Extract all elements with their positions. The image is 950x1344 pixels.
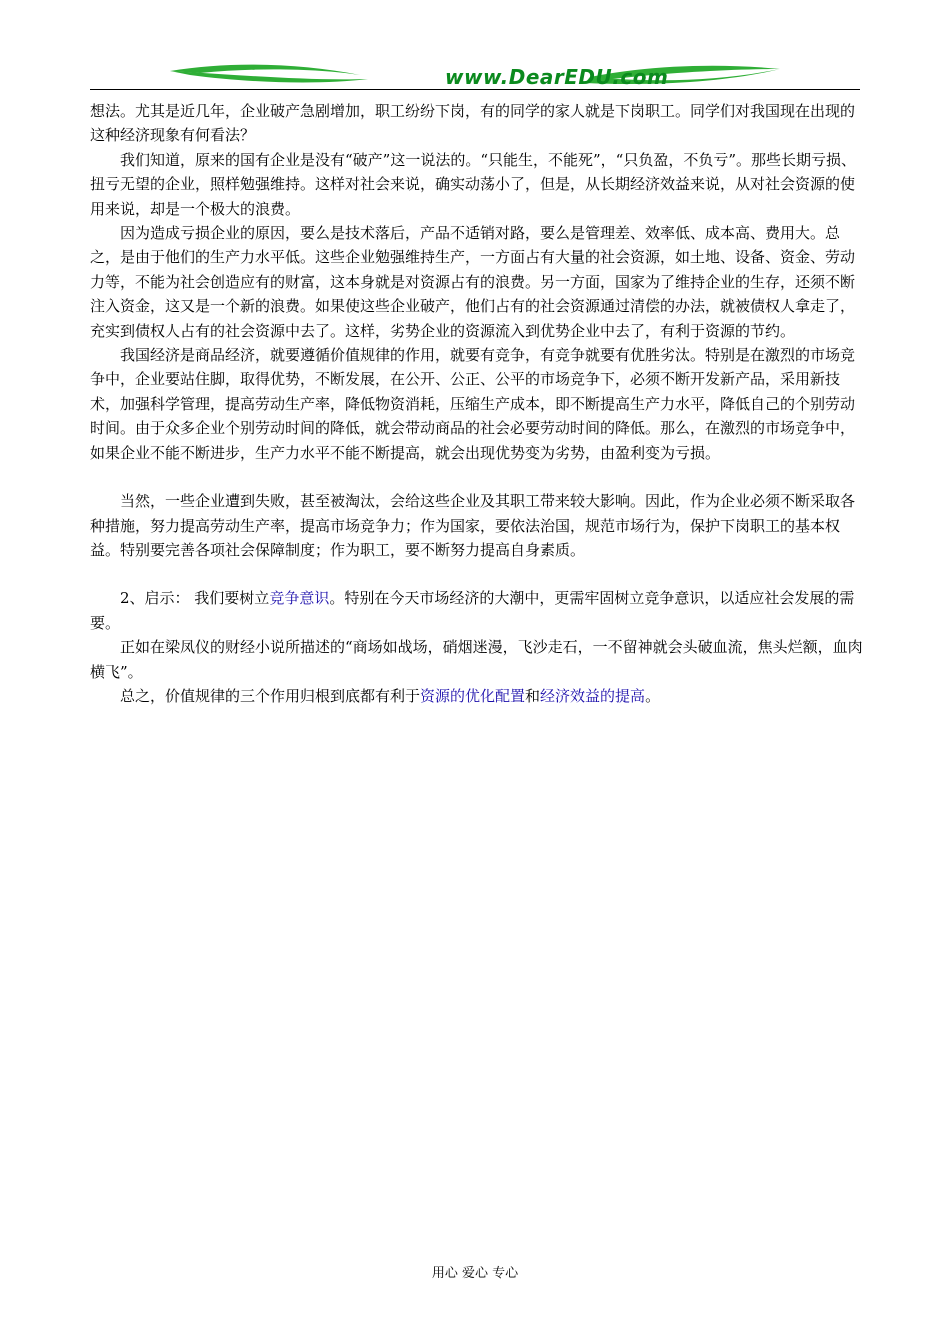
link-competition-awareness[interactable]: 竞争意识: [269, 589, 330, 608]
paragraph-5: 当然，一些企业遭到失败，甚至被淘汰，会给这些企业及其职工带来较大影响。因此，作为企业必须不断采取各种措施，努力提高劳动生产率，提高市场竞争力；作为国家，要依法治国，规范市场行为，保护下岗职工的基本权益。特别要完善各项社会保障制度；作为职工，要不断努力提高自身素质。: [90, 492, 856, 559]
site-header: [90, 55, 860, 91]
paragraph-1: 想法。尤其是近几年，企业破产急剧增加，职工纷纷下岗，有的同学的家人就是下岗职工。同学们对我国现在出现的这种经济现象有何看法？: [90, 102, 856, 145]
header-divider: [90, 89, 860, 90]
paragraph-7: 正如在梁凤仪的财经小说所描述的“商场如战场，硝烟迷漫，飞沙走石，一不留神就会头破血流，焦头烂额，血肉横飞”。: [90, 638, 863, 681]
paragraph-8-suffix: 。: [645, 686, 661, 705]
paragraph-8: [90, 684, 863, 708]
paragraph-3: 因为造成亏损企业的原因，要么是技术落后，产品不适销对路，要么是管理差、效率低、成本高、费用大。总之，是由于他们的生产力水平低。这些企业勉强维持生产，一方面占有大量的社会资源，如土地、设备、资金、劳动力等，不能为社会创造应有的财富，这本身就是对资源占有的浪费。另一方面，国家为了维持企业的生存，还须不断注入资金，这又是一个新的浪费。如果使这些企业破产，他们占有的社会资源通过清偿的办法，就被债权人拿走了，充实到债权人占有的社会资源中去了。这样，劣势企业的资源流入到优势企业中去了，有利于资源的节约。: [90, 224, 856, 340]
document-body: [90, 99, 863, 708]
paragraph-8-prefix: 总之，价值规律的三个作用归根到底都有利于: [120, 686, 421, 705]
paragraph-2: 我们知道，原来的国有企业是没有“破产”这一说法的。“只能生，不能死”，“只负盈，不负亏”。那些长期亏损、扭亏无望的企业，照样勉强维持。这样对社会来说，确实动荡小了，但是，从长期经济效益来说，从对社会资源的使用来说，却是一个极大的浪费。: [90, 150, 857, 218]
paragraph-6-prefix: 2、启示： 我们要树立: [120, 589, 270, 608]
link-resource-allocation[interactable]: 资源的优化配置: [420, 686, 526, 705]
link-economic-efficiency[interactable]: 经济效益的提高: [540, 686, 646, 705]
paragraph-8-mid: 和: [525, 686, 541, 705]
site-logo-text[interactable]: www.DearEDU.com: [445, 65, 669, 89]
paragraph-4: 我国经济是商品经济，就要遵循价值规律的作用，就要有竞争，有竞争就要有优胜劣汰。特别是在激烈的市场竞争中，企业要站住脚，取得优势，不断发展，在公开、公正、公平的市场竞争下，必须不断开发新产品，采用新技术，加强科学管理，提高劳动生产率，降低物资消耗，压缩生产成本，即不断提高生产力水平，降低自己的个别劳动时间。由于众多企业个别劳动时间的降低，就会带动商品的社会必要劳动时间的降低。那么，在激烈的市场竞争中，如果企业不能不断进步，生产力水平不能不断提高，就会出现优势变为劣势，由盈利变为亏损。: [90, 346, 856, 462]
page-footer: 用心 爱心 专心: [431, 1266, 519, 1281]
paragraph-6: [90, 586, 863, 635]
paragraph-6-suffix: 。特别在今天市场经济的大潮中，更需牢固树立竞争意识，以适应社会发展的需要。: [90, 589, 855, 632]
